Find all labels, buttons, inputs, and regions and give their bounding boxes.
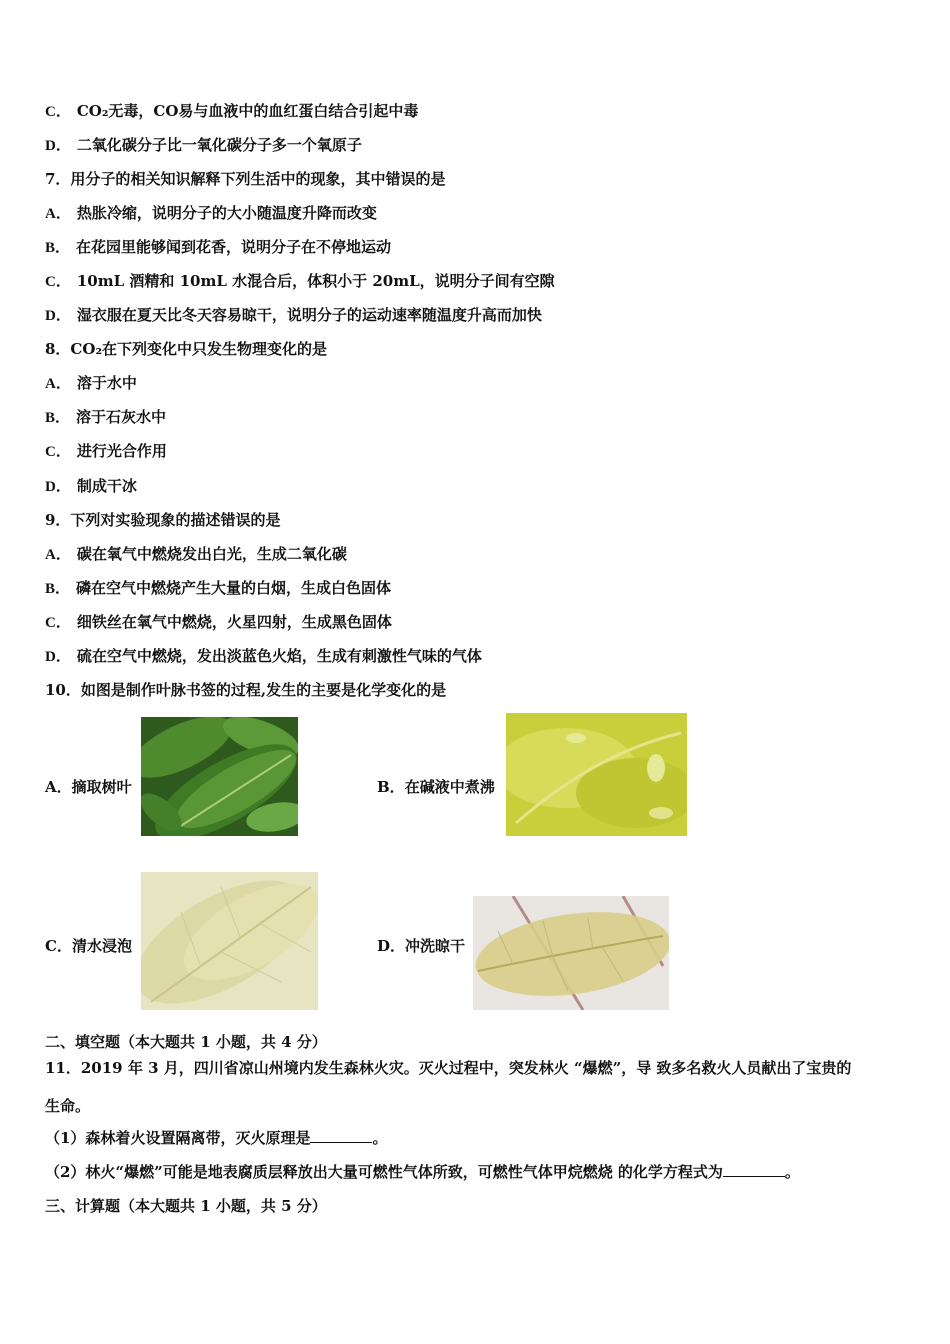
option-letter: C． <box>45 104 71 120</box>
option-text: 溶于石灰水中 <box>76 408 167 426</box>
option-text: 碳在氧气中燃烧发出白光，生成二氧化碳 <box>76 545 347 563</box>
option-text: 热胀冷缩，说明分子的大小随温度升降而改变 <box>76 204 377 222</box>
boiling-leaf-photo <box>506 713 687 836</box>
option-letter: C． <box>45 444 71 460</box>
option-text: 磷在空气中燃烧产生大量的白烟，生成白色固体 <box>76 579 392 597</box>
option-letter: D． <box>45 479 71 495</box>
option-text: 冲洗晾干 <box>405 937 466 955</box>
option-letter: B． <box>45 410 71 426</box>
option-letter: B． <box>45 240 71 256</box>
fresh-leaves-photo <box>141 717 298 836</box>
q9-option-a <box>45 544 347 565</box>
q11-stem-line1: 11．2019 年 3 月，四川省凉山州境内发生森林火灾。灭火过程中，突发林火 “爆燃”，导 致多名救火人员献出了宝贵的 <box>45 1059 852 1077</box>
q10-option-b <box>377 777 495 797</box>
q7-option-b <box>45 237 391 258</box>
q7-option-a <box>45 203 377 224</box>
option-text: 二氧化碳分子比一氧化碳分子多一个氧原子 <box>76 136 362 154</box>
option-text: 细铁丝在氧气中燃烧，火星四射，生成黑色固体 <box>76 613 392 631</box>
option-letter: A． <box>45 206 71 222</box>
q7-stem: 7．用分子的相关知识解释下列生活中的现象，其中错误的是 <box>45 170 446 188</box>
section-2-title: 二、填空题（本大题共 1 小题，共 4 分） <box>45 1033 327 1051</box>
option-letter: C． <box>45 937 72 955</box>
q6-option-c <box>45 101 418 122</box>
option-letter: A． <box>45 376 71 392</box>
option-letter: C． <box>45 274 71 290</box>
option-text: 溶于水中 <box>76 374 137 392</box>
option-text: 在花园里能够闻到花香，说明分子在不停地运动 <box>76 238 392 256</box>
sub1-end: 。 <box>372 1129 388 1147</box>
section-3-title: 三、计算题（本大题共 1 小题，共 5 分） <box>45 1197 327 1215</box>
answer-blank-1[interactable] <box>310 1128 372 1143</box>
soaking-leaf-photo <box>141 872 318 1010</box>
option-letter: B． <box>45 581 71 597</box>
option-letter: A． <box>45 778 72 796</box>
option-text: 硫在空气中燃烧，发出淡蓝色火焰，生成有刺激性气味的气体 <box>76 647 482 665</box>
option-letter: D． <box>45 138 71 154</box>
option-text: CO₂无毒，CO易与血液中的血红蛋白结合引起中毒 <box>76 102 419 120</box>
q6-option-d <box>45 135 362 156</box>
q11-sub1 <box>45 1128 387 1148</box>
option-text: 湿衣服在夏天比冬天容易晾干，说明分子的运动速率随温度升高而加快 <box>76 306 542 324</box>
q9-stem: 9．下列对实验现象的描述错误的是 <box>45 511 281 529</box>
q8-option-c <box>45 441 167 462</box>
option-text: 清水浸泡 <box>71 937 132 955</box>
sub2-text: （2）林火“爆燃”可能是地表腐质层释放出大量可燃性气体所致，可燃性气体甲烷燃烧 的化学方程式为 <box>45 1163 723 1181</box>
option-letter: A． <box>45 547 71 563</box>
option-text: 在碱液中煮沸 <box>404 778 495 796</box>
option-text: 制成干冰 <box>76 477 137 495</box>
option-letter: D． <box>45 649 71 665</box>
option-letter: D． <box>45 308 71 324</box>
q7-option-d <box>45 305 542 326</box>
q10-option-a <box>45 777 132 797</box>
option-text: 进行光合作用 <box>76 442 167 460</box>
option-letter: B． <box>377 778 405 796</box>
q8-option-d <box>45 476 137 497</box>
q11-stem-line2: 生命。 <box>45 1097 91 1115</box>
q10-option-c <box>45 936 132 956</box>
option-text: 摘取树叶 <box>71 778 132 796</box>
option-letter: D． <box>377 937 406 955</box>
sub2-end: 。 <box>784 1163 800 1181</box>
q9-option-c <box>45 612 392 633</box>
q7-option-c <box>45 271 555 292</box>
q10-stem: 10．如图是制作叶脉书签的过程,发生的主要是化学变化的是 <box>45 681 447 699</box>
answer-blank-2[interactable] <box>723 1162 785 1177</box>
q9-option-b <box>45 578 391 599</box>
option-letter: C． <box>45 615 71 631</box>
q11-sub2 <box>45 1162 800 1182</box>
q8-option-b <box>45 407 166 428</box>
dried-leaf-photo <box>473 896 669 1010</box>
q8-option-a <box>45 373 137 394</box>
q9-option-d <box>45 646 482 667</box>
option-text: 10mL 酒精和 10mL 水混合后，体积小于 20mL，说明分子间有空隙 <box>76 272 555 290</box>
q10-option-d <box>377 936 465 956</box>
sub1-text: （1）森林着火设置隔离带，灭火原理是 <box>45 1129 311 1147</box>
q8-stem: 8．CO₂在下列变化中只发生物理变化的是 <box>45 340 328 358</box>
